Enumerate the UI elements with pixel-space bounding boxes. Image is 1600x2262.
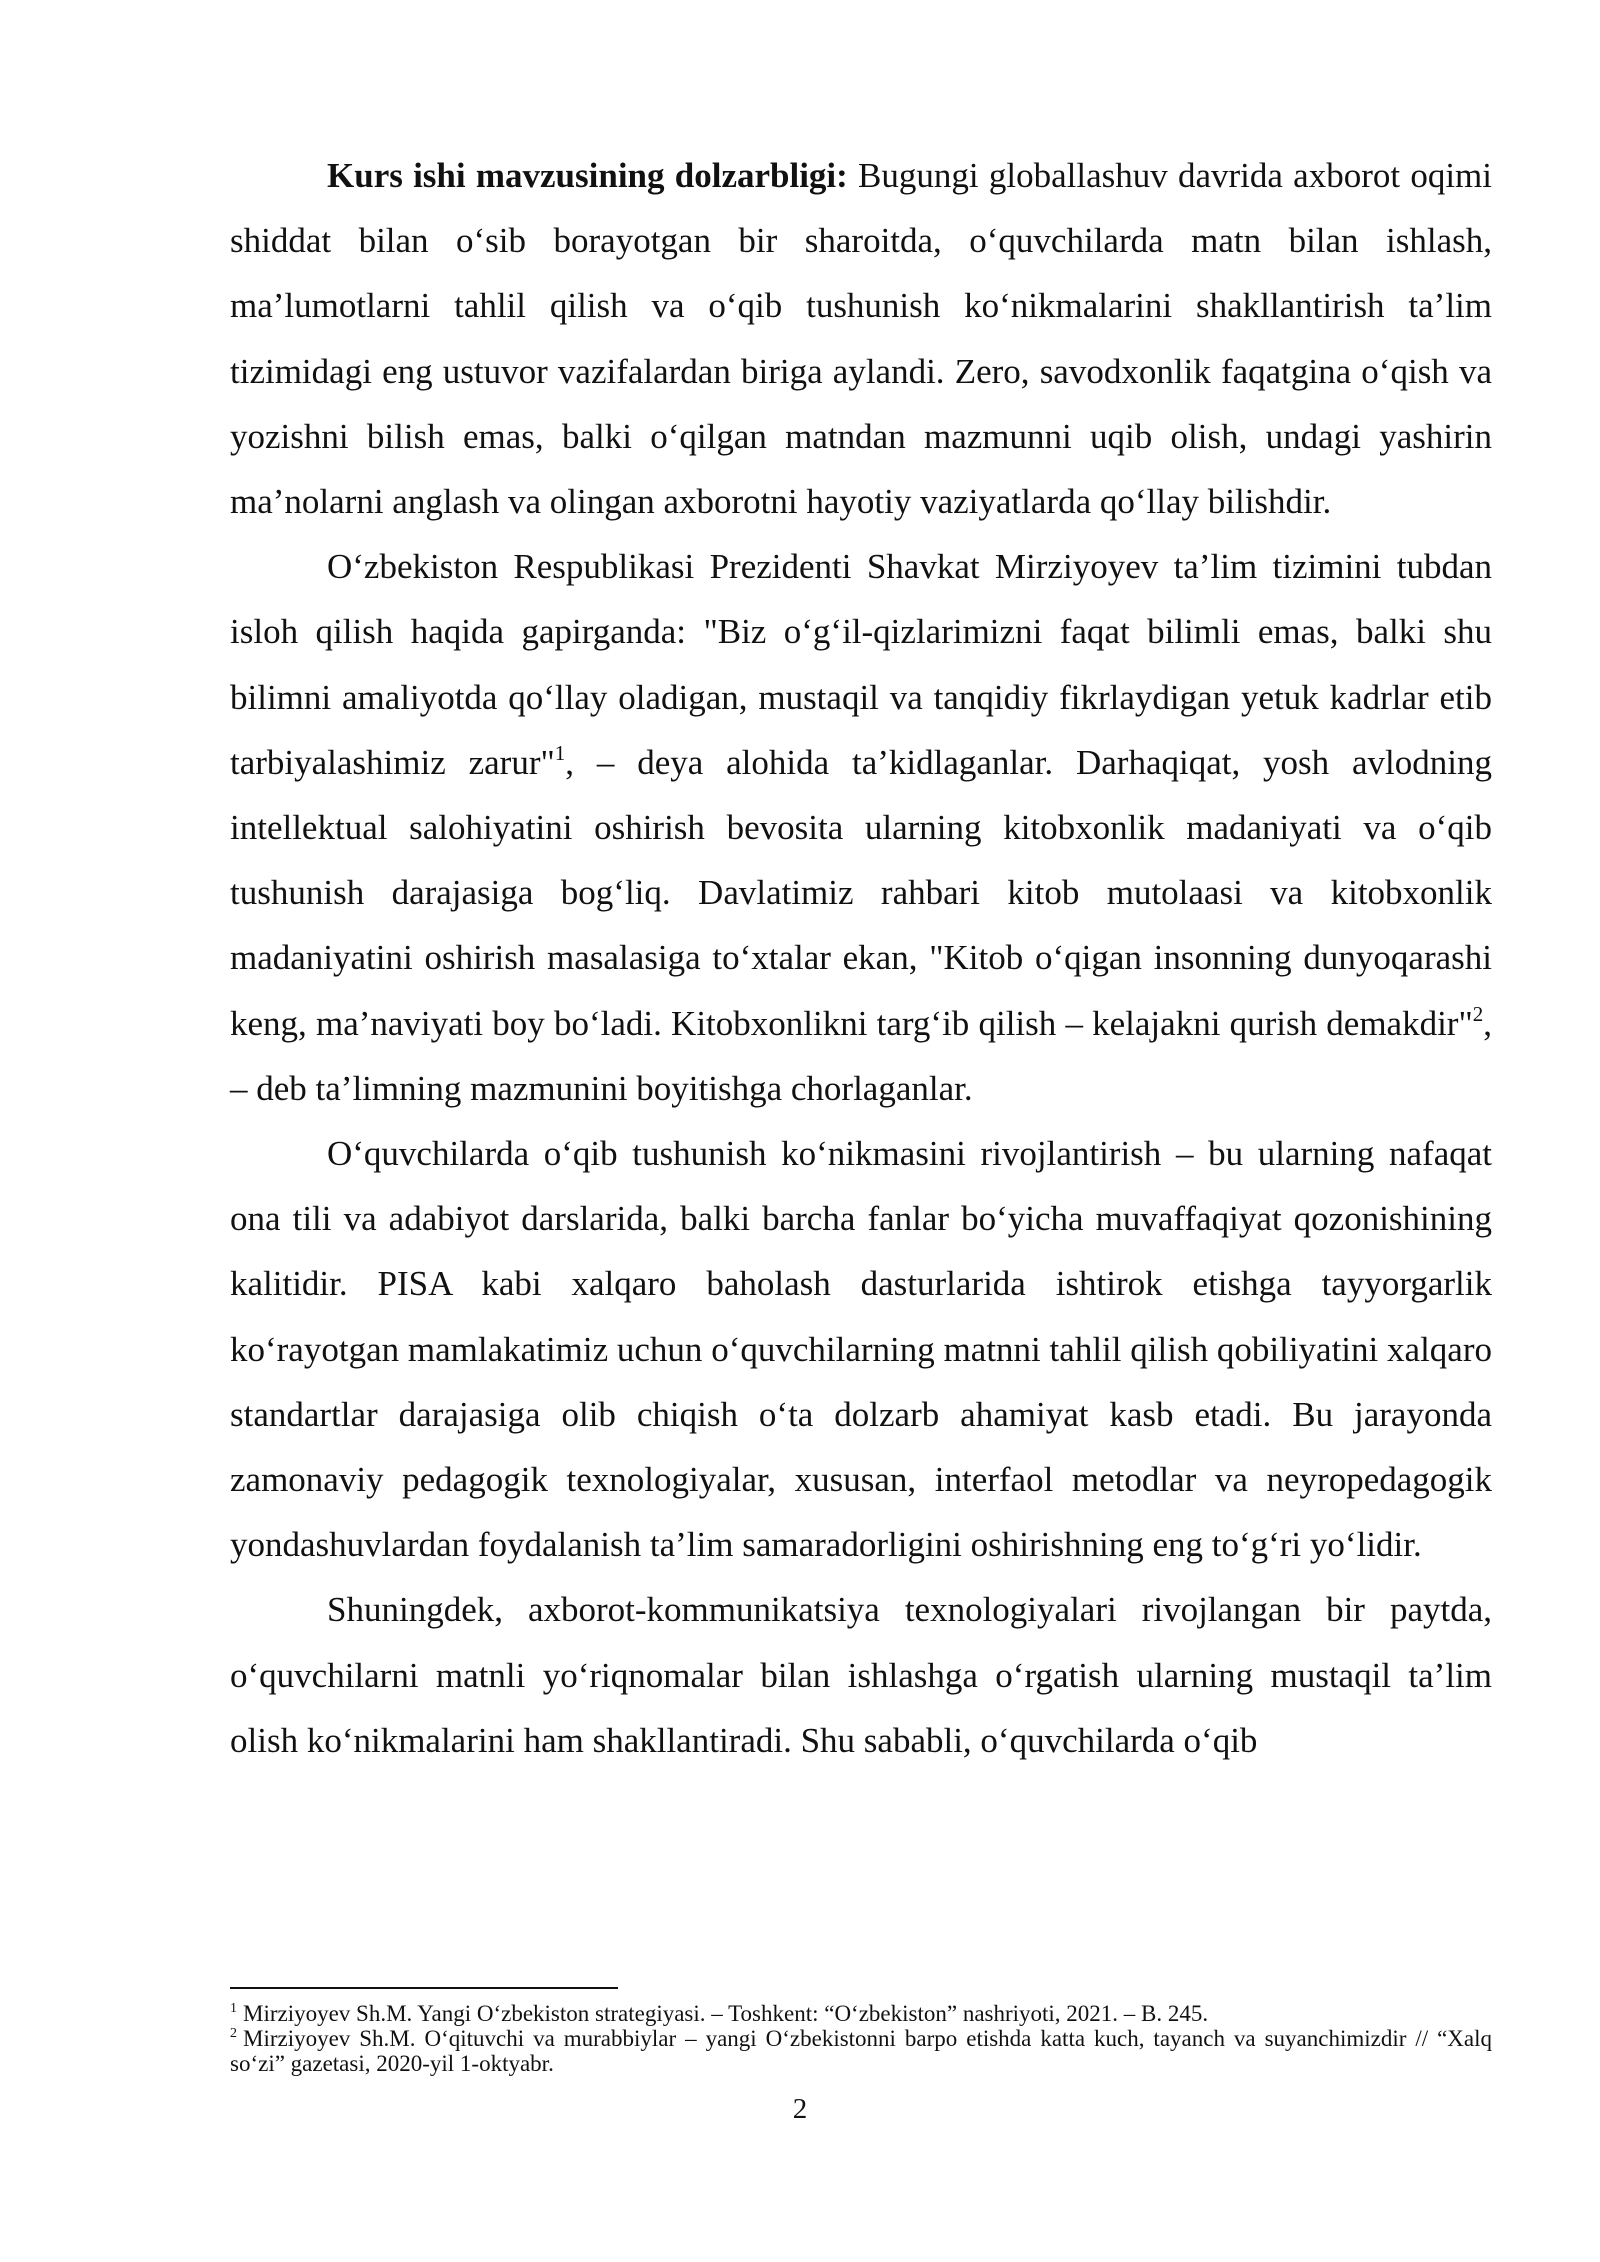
footnote-ref-1[interactable]: 1: [554, 740, 566, 765]
paragraph-text: , – deb ta’limning mazmunini boyitishga chorlaganlar.: [230, 1003, 1492, 1108]
paragraph-president-quote: [230, 534, 1492, 1121]
paragraph-text: O‘zbekiston Respublikasi Prezidenti Shavkat Mirziyoyev ta’lim tizimini tubdan isloh qilish haqida gapirganda: "Biz o‘g‘il-qizlarimizni faqat bilimli emas, balki shu bilimni amaliyotda qo‘llay oladigan, mustaqil va tanqidiy fikrlaydigan yetuk kadrlar etib tarbiyalashimiz zarur": [230, 547, 1492, 782]
footnote-text: Mirziyoyev Sh.M. O‘qituvchi va murabbiylar – yangi O‘zbekistonni barpo etishda katta kuch, tayanch va suyanchimizdir // “Xalq so‘zi” gazetasi, 2020-yil 1-oktyabr.: [230, 2026, 1492, 2076]
paragraph-relevance: [230, 143, 1492, 534]
body-text: [230, 143, 1492, 1773]
footnote-ref-2[interactable]: 2: [1472, 1001, 1484, 1026]
paragraph-reading-skills: [230, 1121, 1492, 1577]
paragraph-ict: [230, 1577, 1492, 1773]
paragraph-text: Bugungi globallashuv davrida axborot oqimi shiddat bilan o‘sib borayotgan bir sharoitda, o‘quvchilarda matn bilan ishlash, ma’lumotlarni tahlil qilish va o‘qib tushunish ko‘nikmalarini shakllantirish ta’lim tizimidagi eng ustuvor vazifalardan biriga aylandi. Zero, savodxonlik faqatgina o‘qish va yozishni bilish emas, balki o‘qilgan matndan mazmunni uqib olish, undagi yashirin ma’nolarni anglash va olingan axborotni hayotiy vaziyatlarda qo‘llay bilishdir.: [230, 156, 1492, 522]
paragraph-text: Shuningdek, axborot-kommunikatsiya texnologiyalari rivojlangan bir paytda, o‘quvchilarni matnli yo‘riqnomalar bilan ishlashga o‘rgatish ularning mustaqil ta’lim olish ko‘nikmalarini ham shakllantiradi. Shu sababli, o‘quvchilarda o‘qib: [230, 1590, 1492, 1760]
page-number: 2: [792, 2093, 808, 2125]
paragraph-text: , – deya alohida ta’kidlaganlar. Darhaqiqat, yosh avlodning intellektual salohiyatini oshirish bevosita ularning kitobxonlik madaniyati va o‘qib tushunish darajasiga bog‘liq. Davlatimiz rahbari kitob mutolaasi va kitobxonlik madaniyatini oshirish masalasiga to‘xtalar ekan, "Kitob o‘qigan insonning dunyoqarashi keng, ma’naviyati boy bo‘ladi. Kitobxonlikni targ‘ib qilish – kelajakni qurish demakdir": [230, 742, 1492, 1043]
footnote-2: [230, 2026, 1492, 2076]
footnote-1: [230, 2001, 1492, 2026]
paragraph-text: O‘quvchilarda o‘qib tushunish ko‘nikmasini rivojlantirish – bu ularning nafaqat ona tili va adabiyot darslarida, balki barcha fanlar bo‘yicha muvaffaqiyat qozonishining kalitidir. PISA kabi xalqaro baholash dasturlarida ishtirok etishga tayyorgarlik ko‘rayotgan mamlakatimiz uchun o‘quvchilarning matnni tahlil qilish qobiliyatini xalqaro standartlar darajasiga olib chiqish o‘ta dolzarb ahamiyat kasb etadi. Bu jarayonda zamonaviy pedagogik texnologiyalar, xususan, interfaol metodlar va neyropedagogik yondashuvlardan foydalanish ta’lim samaradorligini oshirishning eng to‘g‘ri yo‘lidir.: [230, 1134, 1492, 1565]
footnotes: [230, 2001, 1492, 2076]
footnote-text: Mirziyoyev Sh.M. Yangi O‘zbekiston strategiyasi. – Toshkent: “O‘zbekiston” nashriyoti, 2021. – B. 245.: [243, 2001, 1209, 2026]
relevance-heading: Kurs ishi mavzusining dolzarbligi:: [327, 156, 848, 195]
footnote-number: 1: [230, 2001, 237, 2016]
footnote-number: 2: [230, 2026, 237, 2041]
footnote-separator: [230, 1987, 618, 1989]
